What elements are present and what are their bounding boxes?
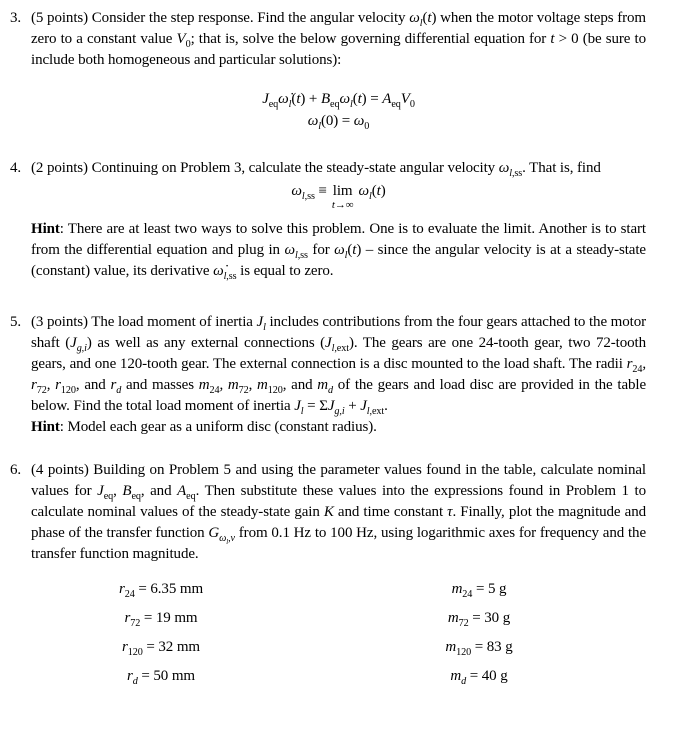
problem-4-text: (2 points) Continuing on Problem 3, calculate the steady-state angular velocity $\omega_{l,ss}$. That is, find (31, 160, 601, 179)
limit-operator (332, 183, 354, 211)
mass-24-value: $m_{24} = 5$ g (451, 581, 507, 600)
radius-disc-value: $r_d = 50$ mm (127, 668, 195, 687)
problem-4-number: 4. (10, 160, 22, 176)
mass-column (320, 579, 638, 687)
problem-4 (10, 158, 646, 282)
problem-3-text: (5 points) Consider the step response. Find the angular velocity $\omega_l(t)$ when the motor voltage steps from zero to a constant value $V_0$; that is, solve the below governing differential equation for t > 0 (be sure to include both homogeneous and particular solutions): (31, 10, 647, 68)
limit-equation-lhs: $\omega_{l,ss}$ ≡ (291, 183, 327, 202)
problem-5-hint: Hint: Model each gear as a uniform disc (constant radius). (31, 419, 377, 435)
radius-column (2, 579, 320, 687)
radius-72-value: $r_{72} = 19$ mm (124, 610, 198, 629)
problem-6 (10, 460, 646, 565)
problem-5-text: (3 points) The load moment of inertia $J_l$ includes contributions from the four gears attached to the motor shaft $(J_{g,i})$ as well as any external connections $(J_{l,ext})$. The gears are one 24-tooth gear, two 72-tooth gears, and one 120-tooth gear. The external connection is a disc mounted to the load shaft. The radii $r_{24}$, $r_{72}$, $r_{120}$, and $r_d$ and masses $m_{24}$, $m_{72}$, $m_{120}$, and $m_d$ of the gears and load disc are provided in the table below. Find the total load moment of inertia $J_l = \Sigma J_{g,i} + J_{l,ext}$. (31, 314, 647, 417)
problem-3-equation-block (31, 88, 646, 132)
equation-governing-ode: $J_{eq}\omegȧ_l(t) + B_{eq}\omega_l(t) = A_{eq}V_0$ (262, 91, 415, 110)
mass-disc-value: $m_d = 40$ g (450, 668, 508, 687)
equation-initial-condition: $\omega_l(0) = \omega_0$ (307, 113, 370, 132)
problem-6-text: (4 points) Building on Problem 5 and using the parameter values found in the table, calculate nominal values for $J_{eq}$, $B_{eq}$, and $A_{eq}$. Then substitute these values into the expressions found in Problem 1 to calculate nominal values of the steady-state gain K and time constant τ. Finally, plot the magnitude and phase of the transfer function $G_{\omega_l,v}$ from 0.1 Hz to 100 Hz, using logarithmic axes for frequency and the transfer function magnitude. (31, 462, 646, 562)
limit-equation-rhs: $\omega_l(t)$ (358, 183, 386, 202)
mass-72-value: $m_{72} = 30$ g (447, 610, 511, 629)
limit-operator-bound: t→∞ (331, 199, 354, 211)
parameter-table (2, 579, 638, 687)
problem-6-number: 6. (10, 462, 22, 478)
mass-120-value: $m_{120} = 83$ g (445, 639, 513, 658)
radius-24-value: $r_{24} = 6.35$ mm (118, 581, 204, 600)
problem-4-hint: Hint: There are at least two ways to solve this problem. One is to evaluate the limit. Another is to start from the differential equation and plug in $\omega_{l,ss}$ for $\omega_l(t)$ – since the angular velocity is at a steady-state (constant) value, its derivative $\omegȧ_{l,ss}$ is equal to zero. (31, 221, 646, 282)
problem-5-number: 5. (10, 314, 22, 330)
limit-operator-word: lim (332, 183, 353, 199)
equation-steady-state-limit (31, 181, 646, 211)
problem-3 (10, 8, 646, 132)
radius-120-value: $r_{120} = 32$ mm (122, 639, 200, 658)
problem-3-number: 3. (10, 10, 22, 26)
problem-5 (10, 312, 646, 438)
